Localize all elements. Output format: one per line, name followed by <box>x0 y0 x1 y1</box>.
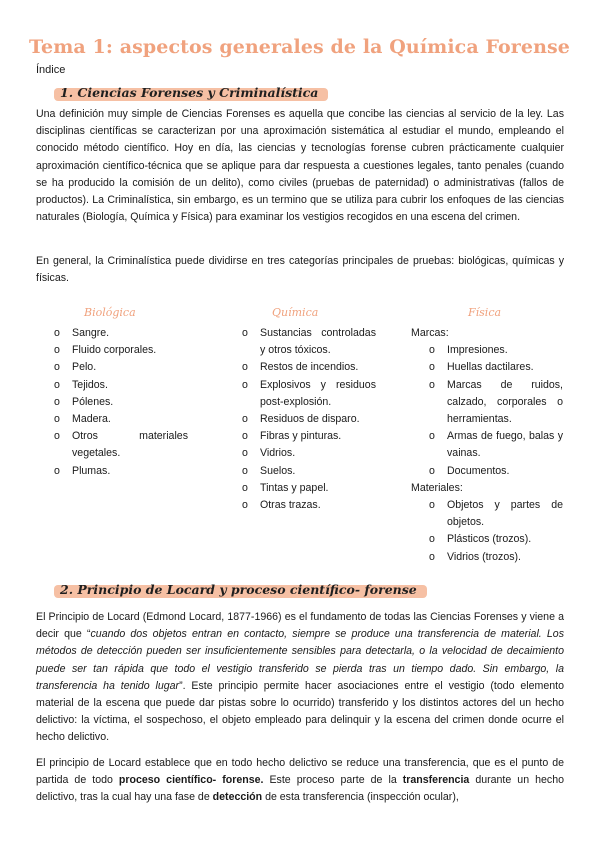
list-item <box>54 342 188 359</box>
bullet-icon: o <box>242 430 248 443</box>
list-item <box>242 428 376 445</box>
list-item-text: Fibras y pinturas. <box>260 430 342 443</box>
list-item <box>54 377 188 394</box>
bullet-icon: o <box>429 499 435 512</box>
para2-part-g: de esta transferencia (inspección ocular), <box>262 791 459 804</box>
list-item <box>242 497 376 514</box>
bullet-icon: o <box>429 378 435 391</box>
list-item-text: Restos de incendios. <box>260 361 359 374</box>
bullet-icon: o <box>429 430 435 443</box>
para2-part-a: El principio de Locard establece que en todo hecho delictivo se reduce una transferencia, que es el punto de partida de todo <box>36 757 564 787</box>
para2-bold-deteccion: detección <box>212 791 263 804</box>
list-item-text: Residuos de disparo. <box>260 413 360 426</box>
list-item-text: Vidrios. <box>260 447 296 460</box>
list-item-text: Pólenes. <box>72 395 114 408</box>
locard-intro: El Principio de Locard (Edmond Locard, 1877-1966) es el fundamento de todas las Ciencias Forenses y viene a decir que “ <box>36 611 564 641</box>
list-item-text: Marcas de ruidos, calzado, corporales o herramientas. <box>447 378 563 426</box>
list-item <box>54 463 188 480</box>
list-item <box>242 359 376 376</box>
list-item-text: Suelos. <box>260 464 296 477</box>
locard-quote: cuando dos objetos entran en contacto, siempre se produce una transferencia de material. Los métodos de detección pueden ser insuficientemente sensibles para detectarla, o la velocidad de decaimiento puede ser tan rápida que todo el vestigio transferido se pierda tras un tiempo dado. Sin embargo, la transferencia ha tenido lugar <box>36 628 564 692</box>
category-title-fisica: Física <box>468 306 502 319</box>
list-item <box>242 480 376 497</box>
para2-part-c: Este proceso parte de la <box>263 774 403 787</box>
locard-rest: ”. Este principio permite hacer asociaciones entre el vestigio (todo elemento material de la escena que puede dar pistas sobre lo ocurrido) transferido y los distintos actores del un hecho delictivo: la víctima, el sospechoso, el objeto empleado para delinquir y la escena del crimen donde ocurre el hecho delictivo. <box>36 679 564 744</box>
list-item <box>429 531 563 548</box>
section-2-heading <box>58 581 425 598</box>
category-title-quimica: Química <box>272 306 319 319</box>
bullet-icon: o <box>54 378 60 391</box>
list-item <box>429 359 563 376</box>
bullet-icon: o <box>429 464 435 477</box>
list-item <box>54 428 188 462</box>
bullet-icon: o <box>242 413 248 426</box>
list-item <box>429 497 563 531</box>
bullet-icon: o <box>242 481 248 494</box>
bullet-icon: o <box>54 344 60 357</box>
bullet-icon: o <box>242 378 248 391</box>
list-item <box>429 377 563 429</box>
quimica-items <box>242 325 376 514</box>
list-item-text: Tejidos. <box>72 378 108 391</box>
list-item <box>429 428 563 462</box>
list-item-text: Impresiones. <box>447 344 508 357</box>
bullet-icon: o <box>242 464 248 477</box>
bullet-icon: o <box>429 344 435 357</box>
materiales-items <box>429 497 563 566</box>
list-item-text: Otras trazas. <box>260 499 321 512</box>
list-item <box>242 377 376 411</box>
list-item <box>54 394 188 411</box>
section-1-paragraph-1: Una definición muy simple de Ciencias Forenses es aquella que concibe las ciencias al servicio de la ley. Las disciplinas científicas se caracterizan por una aproximación sistemática al estudiar el mundo, empleando el conocido método científico. Hoy en día, las ciencias y tecnologías forense cubren prácticamente cualquier aproximación científico-técnica que se aplique para dar respuesta a cuestiones legales, tanto penales (cuando se ha producido la comisión de un delito), como civiles (pruebas de paternidad) o administrativas (fallos de productos). La Criminalística, sin embargo, es un termino que se utiliza para cubrir los enfoques de las ciencias naturales (Biología, Química y Física) para examinar los vestigios recogidos en una escena del crimen. <box>36 108 564 224</box>
list-item <box>242 445 376 462</box>
list-item-text: Plumas. <box>72 464 111 477</box>
category-title-biologica: Biológica <box>84 306 136 319</box>
bullet-icon: o <box>429 550 435 563</box>
para2-bold-transferencia: transferencia <box>402 774 470 787</box>
bullet-icon: o <box>429 361 435 374</box>
list-item <box>54 325 188 342</box>
marcas-label: Marcas: <box>411 327 449 339</box>
section-1-heading-text: 1. Ciencias Forenses y Criminalística <box>60 85 319 100</box>
list-item-text: Armas de fuego, balas y vainas. <box>447 430 563 460</box>
bullet-icon: o <box>242 327 248 339</box>
biologica-list <box>54 325 188 480</box>
list-item-text: Tintas y papel. <box>260 481 329 494</box>
list-item-text: Sangre. <box>72 327 110 339</box>
para2-bold-proceso: proceso científico- forense. <box>118 774 264 787</box>
list-item-text: Otros materiales vegetales. <box>72 430 188 460</box>
bullet-icon: o <box>54 430 60 443</box>
section-2-heading-text: 2. Principio de Locard y proceso científico- forense <box>60 582 417 597</box>
list-item <box>54 411 188 428</box>
list-item-text: Objetos y partes de objetos. <box>447 499 563 529</box>
biologica-items <box>54 325 188 480</box>
bullet-icon: o <box>54 395 60 408</box>
index-label: Índice <box>36 64 66 76</box>
list-item-text: Pelo. <box>72 361 97 374</box>
list-item-text: Sustancias controladas y otros tóxicos. <box>260 327 376 357</box>
fisica-list <box>411 325 563 566</box>
list-item <box>54 359 188 376</box>
list-item <box>242 463 376 480</box>
list-item <box>429 463 563 480</box>
bullet-icon: o <box>242 361 248 374</box>
section-1-paragraph-2: En general, la Criminalística puede dividirse en tres categorías principales de pruebas: biológicas, químicas y físicas. <box>36 255 564 285</box>
list-item-text: Explosivos y residuos post-explosión. <box>260 378 376 408</box>
section-2-paragraph-1 <box>36 609 564 747</box>
bullet-icon: o <box>242 499 248 512</box>
list-item-text: Madera. <box>72 413 111 426</box>
list-item-text: Huellas dactilares. <box>447 361 534 374</box>
section-2-paragraph-2 <box>36 755 564 807</box>
bullet-icon: o <box>54 413 60 426</box>
section-1-heading <box>58 84 326 101</box>
marcas-items <box>429 342 563 480</box>
bullet-icon: o <box>242 447 248 460</box>
bullet-icon: o <box>54 327 60 339</box>
bullet-icon: o <box>54 464 60 477</box>
list-item-text: Documentos. <box>447 464 510 477</box>
bullet-icon: o <box>54 361 60 374</box>
list-item-text: Vidrios (trozos). <box>447 550 521 563</box>
bullet-icon: o <box>429 533 435 546</box>
list-item <box>429 342 563 359</box>
materiales-label: Materiales: <box>411 481 463 494</box>
para2-part-e: durante un hecho delictivo, tras la cual hay una fase de <box>36 774 564 804</box>
document-title: Tema 1: aspectos generales de la Química Forense <box>28 36 570 58</box>
list-item <box>242 325 376 359</box>
list-item-text: Fluido corporales. <box>72 344 157 357</box>
list-item <box>429 549 563 566</box>
quimica-list <box>242 325 376 514</box>
list-item <box>242 411 376 428</box>
list-item-text: Plásticos (trozos). <box>447 533 532 546</box>
